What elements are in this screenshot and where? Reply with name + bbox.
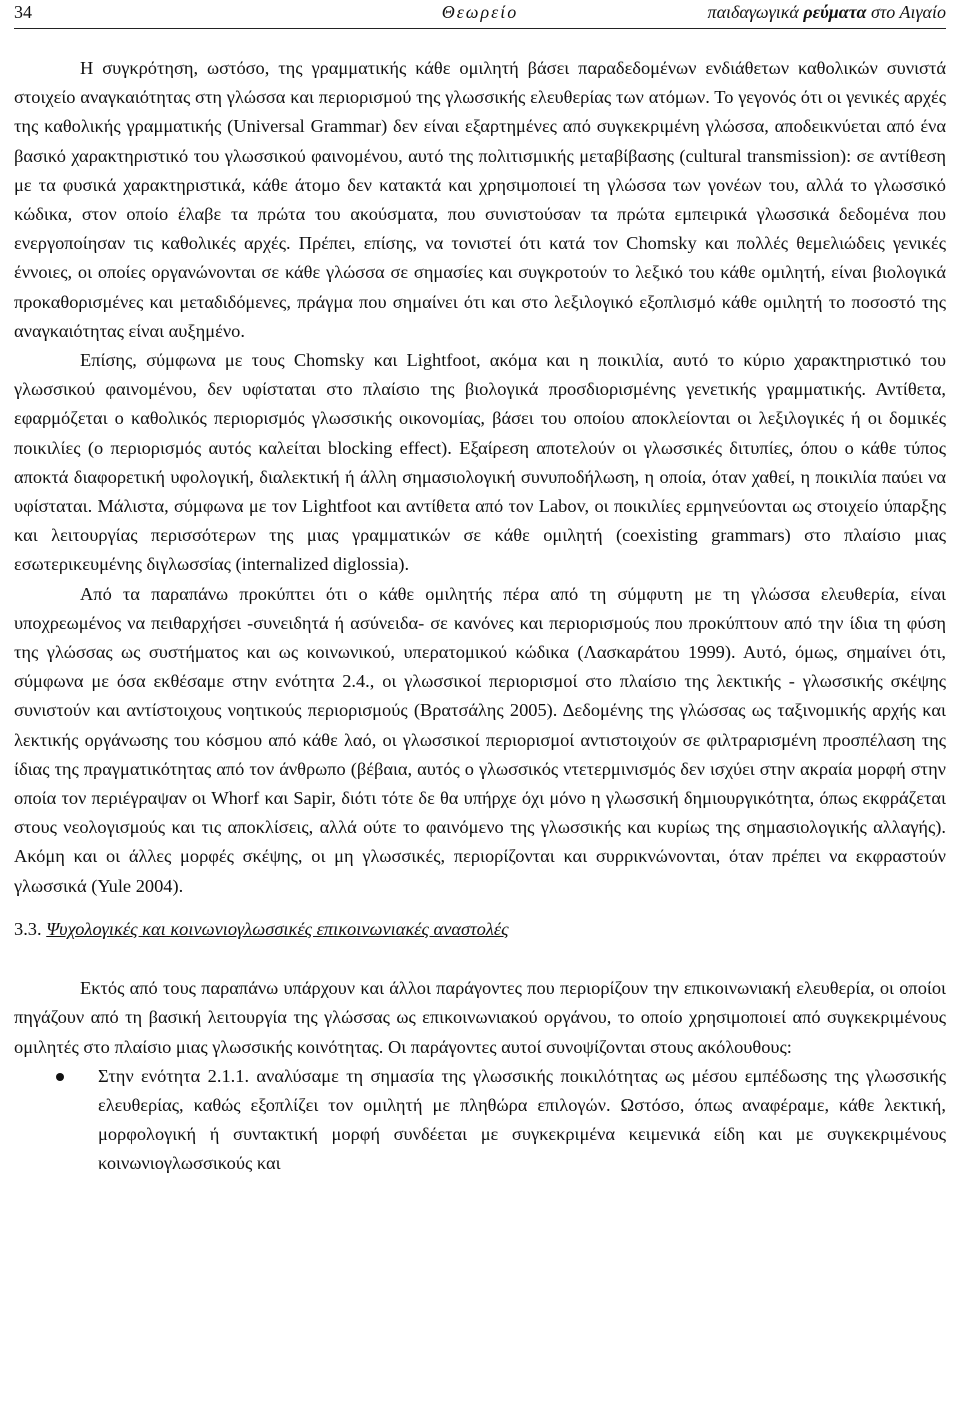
journal-title-prefix: παιδαγωγικά bbox=[707, 2, 804, 22]
journal-title bbox=[708, 0, 946, 24]
body-paragraph: Η συγκρότηση, ωστόσο, της γραμματικής κάθε ομιλητή βάσει παραδεδομένων ενδιάθετων καθολικών συνιστά στοιχείο αναγκαιότητας στη γλώσσα και περιορισμού της γλωσσικής ελευθερίας των ατόμων. Το γεγονός ότι οι γενικές αρχές της καθολικής γραμματικής (Universal Grammar) δεν είναι εξαρτημένες από συγκεκριμένη γλώσσα, αποδεικνύεται από ένα βασικό χαρακτηριστικό του γλωσσικού φαινομένου, αυτό της πολιτισμικής μεταβίβασης (cultural transmission): σε αντίθεση με τα φυσικά χαρακτηριστικά, κάθε άτομο δεν κατακτά και χρησιμοποιεί τη γλώσσα των γονέων του, αλλά το γλωσσικό κώδικα, στον οποίο έλαβε τα πρώτα του ακούσματα, που συνιστούσαν τα πρώτα εμπειρικά γλωσσικά δεδομένα που ενεργοποίησαν τις καθολικές αρχές. Πρέπει, επίσης, να τονιστεί ότι κατά τον Chomsky και πολλές θεμελιώδεις γενικές έννοιες, οι οποίες οργανώνονται σε κάθε γλώσσα σε σημασίες και συγκροτούν το λεξικό του κάθε ομιλητή, είναι βιολογικά προκαθορισμένες και μεταδιδόμενες, πράγμα που σημαίνει ότι και στο λεξιλογικό εξοπλισμό κάθε ομιλητή το ποσοστό της αναγκαιότητας είναι αυξημένο. bbox=[14, 58, 946, 341]
body-paragraph: Επίσης, σύμφωνα με τους Chomsky και Lightfoot, ακόμα και η ποικιλία, αυτό το κύριο χαρακτηριστικό του γλωσσικού φαινομένου, δεν υφίσταται στο πλαίσιο της βιολογικά προσδιορισμένης γενετικής γραμματικής. Αντίθετα, εφαρμόζεται ο καθολικός περιορισμός γλωσσικής οικονομίας, βάσει του οποίου αποκλείονται οι λεξιλογικές ή οι δομικές ποικιλίες (ο περιορισμός αυτός καλείται blocking effect). Εξαίρεση αποτελούν οι γλωσσικές διτυπίες, όπου ο κάθε τύπος αποκτά διαφορετική υφολογική, διαλεκτική ή άλλη σημασιολογική συνυποδήλωση, η οποία, όταν χαθεί, η ποικιλία παύει να υφίσταται. Μάλιστα, σύμφωνα με τον Lightfoot και αντίθετα από τον Labov, οι ποικιλίες ερμηνεύονται ως στοιχείο ύπαρξης και λειτουργίας περισσότερων της μιας γραμματικών σε κάθε ομιλητή (coexisting grammars) στο πλαίσιο μιας εσωτερικευμένης διγλωσσίας (internalized diglossia). bbox=[14, 350, 946, 575]
body-paragraph: Από τα παραπάνω προκύπτει ότι ο κάθε ομιλητής πέρα από τη σύμφυτη με τη γλώσσα ελευθερία, είναι υποχρεωμένος να πειθαρχήσει -συνειδητά ή ασύνειδα- σε κανόνες και περιορισμούς που προκύπτουν από την ίδια τη φύση της γλώσσας ως συστήματος και ως κοινωνικού, υπερατομικού κώδικα (Λασκαράτου 1999). Αυτό, όμως, σημαίνει ότι, σύμφωνα με όσα εκθέσαμε στην ενότητα 2.4., οι γλωσσικοί περιορισμοί στο πλαίσιο της λεκτικής - γλωσσικής σκέψης συνιστούν και αντίστοιχους νοητικούς περιορισμούς (Βρατσάλης 2005). Δεδομένης της γλώσσας ως ταξινομικής αρχής και λεκτικής οργάνωσης του κόσμου από κάθε λαό, οι γλωσσικοί περιορισμοί αντιστοιχούν σε φιλτραρισμένη προσπέλαση της ίδιας της πραγματικότητας από τον άνθρωπο (βέβαια, αυτός ο γλωσσικός ντετερμινισμός δεν ισχύει στην ακραία μορφή στην οποία τον περιέγραψαν οι Whorf και Sapir, διότι τότε δε θα υπήρχε όχι μόνο η γλωσσική δημιουργικότητα, όπως εκφράζεται στους νεολογισμούς και τις αποκλίσεις, αλλά ούτε το φαινόμενο της γλωσσικής και κυρίως της σημασιολογικής αλλαγής). Ακόμη και οι άλλες μορφές σκέψης, οι μη γλωσσικές, περιορίζονται και συρρικνώνονται, όταν πρέπει να εκφραστούν γλωσσικά (Yule 2004). bbox=[14, 583, 946, 896]
bullet-icon bbox=[56, 1073, 64, 1081]
list-item-text: Στην ενότητα 2.1.1. αναλύσαμε τη σημασία της γλωσσικής ποικιλότητας ως μέσου εμπέδωσης της γλωσσικής ελευθερίας, καθώς εξοπλίζει τον ομιλητή με πληθώρα επιλογών. Ωστόσο, όπως αναφέραμε, κάθε λεκτική, μορφολογική ή συντακτική μορφή συνδέεται με συγκεκριμένα κειμενικά είδη και με συγκεκριμένους κοινωνιογλωσσικούς και bbox=[98, 1065, 946, 1174]
page-number: 34 bbox=[14, 2, 32, 22]
journal-title-suffix: στο Αιγαίο bbox=[866, 2, 946, 22]
page-body bbox=[14, 54, 946, 1179]
section-name: Θεωρείο bbox=[441, 2, 519, 22]
list-item bbox=[14, 1062, 946, 1179]
journal-title-emphasis: ρεύματα bbox=[803, 2, 867, 22]
section-heading-title: Ψυχολογικές και κοινωνιογλωσσικές επικοινωνιακές αναστολές bbox=[46, 918, 509, 939]
bullet-list bbox=[14, 1062, 946, 1179]
section-heading-number: 3.3. bbox=[14, 918, 42, 939]
intro-paragraph: Εκτός από τους παραπάνω υπάρχουν και άλλοι παράγοντες που περιορίζουν την επικοινωνιακή ελευθερία, οι οποίοι πηγάζουν από τη βασική λειτουργία της γλώσσας ως επικοινωνιακού οργάνου, το οποίο χρησιμοποιεί από συγκεκριμένους ομιλητές στο πλαίσιο μιας γλωσσικής κοινότητας. Οι παράγοντες αυτοί συνοψίζονται στους ακόλουθους: bbox=[14, 978, 946, 1057]
section-heading bbox=[14, 915, 946, 944]
page-header bbox=[14, 0, 946, 29]
